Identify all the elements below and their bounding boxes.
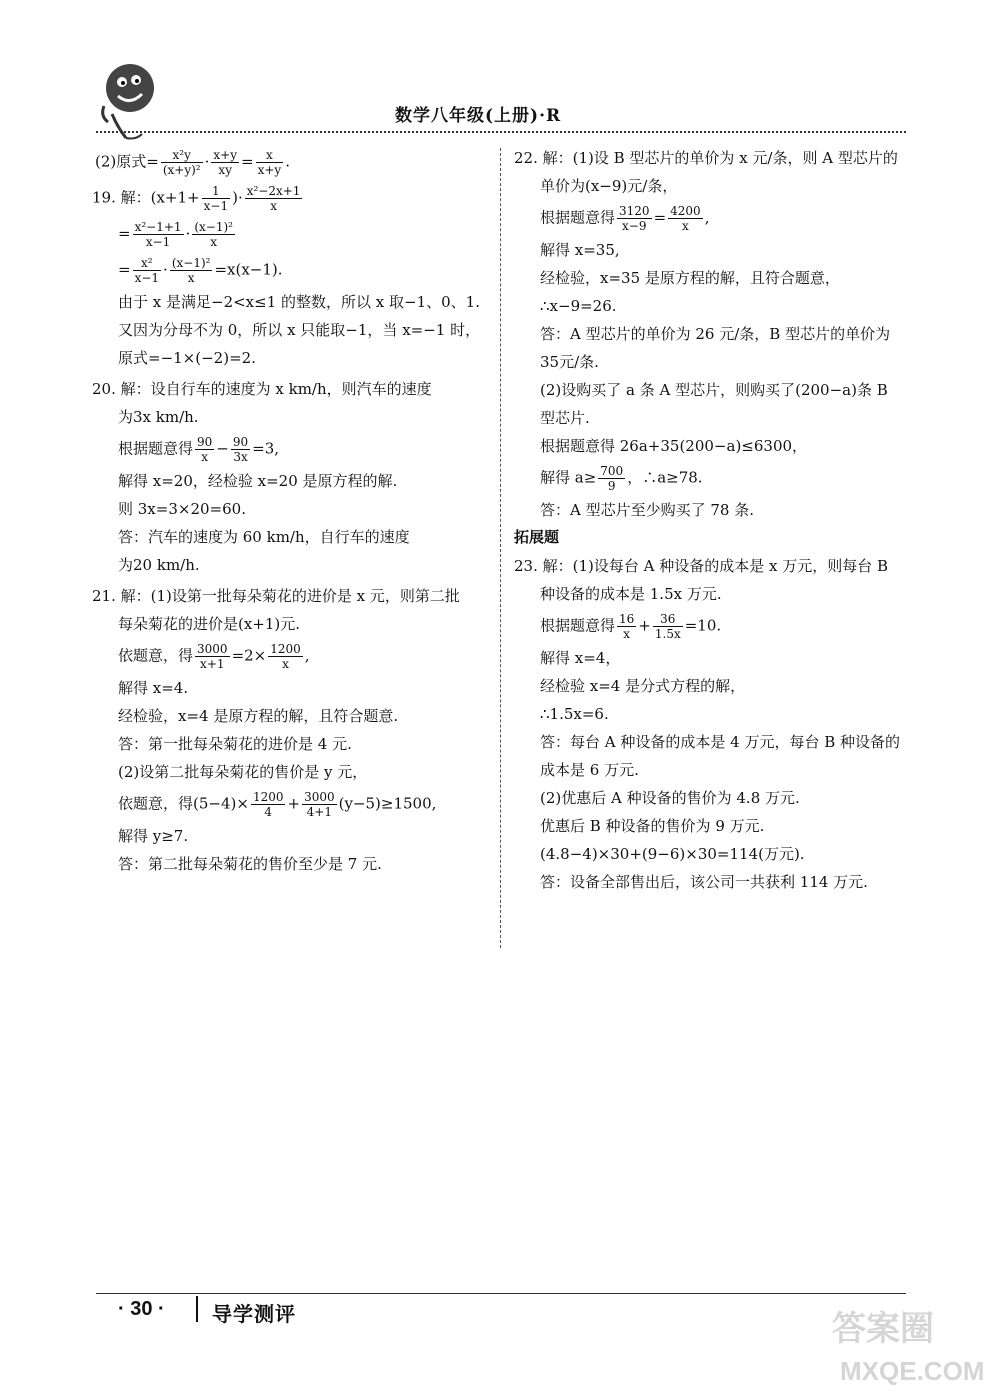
denominator: (x+y)² [162, 163, 201, 177]
fraction [251, 790, 286, 819]
denominator: x−1 [145, 235, 171, 249]
text: , [304, 646, 310, 665]
denominator: 3x [233, 450, 248, 464]
solution-22-line2: 单价为(x−9)元/条， [540, 177, 678, 195]
denominator: xy [218, 163, 232, 177]
mascot-logo [96, 58, 166, 142]
denominator: 4 [264, 805, 273, 819]
solution-20-line4: 解得 x=20，经检验 x=20 是原方程的解. [118, 472, 398, 490]
solution-22-line8: 35元/条. [540, 353, 599, 371]
footer-separator [196, 1296, 198, 1322]
text: · [185, 224, 191, 243]
solution-19-line5: 又因为分母不为 0，所以 x 只能取−1，当 x=−1 时， [118, 321, 481, 339]
denominator: x [282, 657, 289, 671]
numerator: 3000 [304, 790, 335, 804]
fraction [268, 642, 303, 671]
column-divider [500, 148, 501, 948]
fraction [170, 256, 213, 285]
fraction [195, 435, 214, 464]
text: (2)原式= [95, 152, 159, 171]
page-number: · 30 · [118, 1298, 165, 1320]
text: (y−5)≥1500, [338, 794, 437, 813]
solution-23-line6: ∴1.5x=6. [540, 705, 609, 723]
solution-22-line10: 型芯片. [540, 409, 590, 427]
watermark-logo [826, 1300, 996, 1390]
numerator: 16 [619, 612, 635, 626]
right-column [514, 148, 910, 900]
solution-18-part2 [92, 148, 490, 177]
numerator: 90 [197, 435, 213, 449]
numerator: x² [133, 256, 161, 271]
solution-19-line4: 由于 x 是满足−2<x≤1 的整数，所以 x 取−1、0、1. [118, 293, 480, 311]
solution-19-line3 [92, 256, 490, 285]
numerator: 1 [202, 184, 230, 199]
numerator: 1200 [252, 790, 284, 804]
solution-21-line10: 答：第二批每朵菊花的售价至少是 7 元. [118, 855, 382, 873]
numerator: 3000 [197, 642, 228, 656]
header-divider [96, 131, 906, 133]
solution-19-line1 [92, 184, 490, 213]
left-column [92, 148, 490, 885]
text: =x(x−1). [214, 260, 283, 279]
text: ，∴a≥78. [627, 468, 703, 487]
text: , [704, 208, 710, 227]
text: = [118, 260, 131, 279]
text: 依题意，得 [118, 646, 194, 665]
denominator: x−1 [203, 199, 229, 213]
fraction [192, 220, 235, 249]
denominator: x [623, 627, 631, 641]
solution-22-line13: 答：A 型芯片至少购买了 78 条. [540, 501, 754, 519]
solution-21-line2: 每朵菊花的进价是(x+1)元. [118, 615, 301, 633]
solution-21-line6: 答：第一批每朵菊花的进价是 4 元. [118, 735, 352, 753]
numerator: x²−1+1 [134, 220, 182, 234]
solution-22-line12 [514, 464, 910, 493]
denominator: x+y [257, 163, 282, 177]
solution-21-line7: (2)设第二批每朵菊花的售价是 y 元， [118, 763, 368, 781]
fraction [256, 148, 284, 177]
solution-23-line1: 23. 解：(1)设每台 A 种设备的成本是 x 万元，则每台 B [514, 557, 889, 575]
fraction [231, 435, 250, 464]
solution-20-line2: 为3x km/h. [118, 408, 199, 426]
denominator: x [270, 199, 277, 213]
solution-23-line11: (4.8−4)×30+(9−6)×30=114(万元). [540, 845, 805, 863]
solution-20-line5: 则 3x=3×20=60. [118, 500, 246, 518]
solution-22-line3 [514, 204, 910, 233]
numerator: (x−1)² [194, 220, 233, 234]
text: − [216, 439, 229, 458]
text: =2× [231, 646, 267, 665]
solution-23-line4: 解得 x=4， [540, 649, 621, 667]
fraction [195, 642, 230, 671]
denominator: x−9 [622, 219, 647, 233]
text: =10. [684, 616, 722, 635]
solution-23-line5: 经检验 x=4 是分式方程的解， [540, 677, 746, 695]
text: 解得 a≥ [540, 468, 597, 487]
numerator: 90 [232, 435, 249, 449]
text: )· [232, 188, 243, 207]
solution-22-line5: 经检验，x=35 是原方程的解，且符合题意， [540, 269, 840, 287]
fraction [617, 204, 652, 233]
denominator: 4+1 [306, 805, 332, 819]
numerator: x+y [213, 148, 237, 162]
fraction [668, 204, 703, 233]
text: =3, [252, 439, 280, 458]
text: 依题意，得(5−4)× [118, 794, 249, 813]
denominator: 1.5x [654, 627, 681, 641]
text: = [118, 224, 131, 243]
text: = [241, 152, 254, 171]
solution-23-line3 [514, 612, 910, 641]
numerator: 700 [600, 464, 624, 478]
fraction [617, 612, 636, 641]
footer-brand: 导学测评 [212, 1304, 296, 1326]
header-title: 数学八年级(上册)·R [395, 106, 562, 126]
solution-21-line5: 经检验，x=4 是原方程的解，且符合题意. [118, 707, 399, 725]
fraction [161, 148, 203, 177]
denominator: x [210, 235, 218, 249]
text: + [287, 794, 301, 813]
fraction [598, 464, 625, 493]
solution-20-line6: 答：汽车的速度为 60 km/h，自行车的速度 [118, 528, 410, 546]
section-title-extension: 拓展题 [514, 529, 560, 546]
denominator: x [201, 450, 209, 464]
fraction [133, 256, 161, 285]
solution-22-line9: (2)设购买了 a 条 A 型芯片，则购买了(200−a)条 B [540, 381, 888, 399]
numerator: x²y [161, 148, 203, 163]
text: · [204, 152, 210, 171]
solution-22-line6: ∴x−9=26. [540, 297, 617, 315]
fraction [653, 612, 683, 641]
solution-23-line12: 答：设备全部售出后，该公司一共获利 114 万元. [540, 873, 868, 891]
numerator: 1200 [270, 642, 301, 656]
fraction [211, 148, 239, 177]
solution-20-line7: 为20 km/h. [118, 556, 200, 574]
text: 根据题意得 [540, 616, 616, 635]
solution-21-line9: 解得 y≥7. [118, 827, 189, 845]
solution-23-line10: 优惠后 B 种设备的售价为 9 万元. [540, 817, 765, 835]
solution-23-line7: 答：每台 A 种设备的成本是 4 万元，每台 B 种设备的 [540, 733, 901, 751]
denominator: x [682, 219, 689, 233]
solution-19-line6: 原式=−1×(−2)=2. [118, 349, 256, 367]
denominator: x [187, 271, 195, 285]
solution-21-line8 [92, 790, 490, 819]
numerator: 4200 [670, 204, 701, 218]
solution-23-line2: 种设备的成本是 1.5x 万元. [540, 585, 722, 603]
solution-21-line4: 解得 x=4. [118, 679, 189, 697]
solution-20-line3 [92, 435, 490, 464]
text: + [638, 616, 651, 635]
numerator: x [256, 148, 284, 163]
footer-divider [96, 1293, 906, 1294]
solution-22-line11: 根据题意得 26a+35(200−a)≤6300， [540, 437, 808, 455]
watermark-line2: MXQE.COM [840, 1356, 985, 1386]
text: · [163, 260, 168, 279]
numerator: 3120 [619, 204, 650, 218]
fraction [202, 184, 230, 213]
text: 根据题意得 [118, 439, 194, 458]
solution-22-line1: 22. 解：(1)设 B 型芯片的单价为 x 元/条，则 A 型芯片的 [514, 149, 898, 167]
text: 根据题意得 [540, 208, 616, 227]
denominator: x−1 [134, 271, 160, 285]
solution-21-line3 [92, 642, 490, 671]
numerator: 36 [653, 612, 683, 627]
solution-20-line1: 20. 解：设自行车的速度为 x km/h，则汽车的速度 [92, 380, 432, 398]
text: 19. 解：(x+1+ [92, 188, 200, 207]
solution-23-line9: (2)优惠后 A 种设备的售价为 4.8 万元. [540, 789, 800, 807]
text: . [285, 152, 290, 171]
numerator: (x−1)² [171, 256, 211, 270]
denominator: 9 [607, 479, 616, 493]
solution-22-line7: 答：A 型芯片的单价为 26 元/条，B 型芯片的单价为 [540, 325, 891, 343]
fraction [302, 790, 337, 819]
text: = [653, 208, 667, 227]
fraction [133, 220, 184, 249]
solution-21-line1: 21. 解：(1)设第一批每朵菊花的进价是 x 元，则第二批 [92, 587, 460, 605]
fraction [245, 184, 303, 213]
solution-19-line2 [92, 220, 490, 249]
solution-22-line4: 解得 x=35, [540, 241, 620, 259]
watermark-line1: 答案圈 [832, 1310, 934, 1348]
numerator: x²−2x+1 [246, 184, 301, 198]
solution-23-line8: 成本是 6 万元. [540, 761, 639, 779]
denominator: x+1 [200, 657, 225, 671]
